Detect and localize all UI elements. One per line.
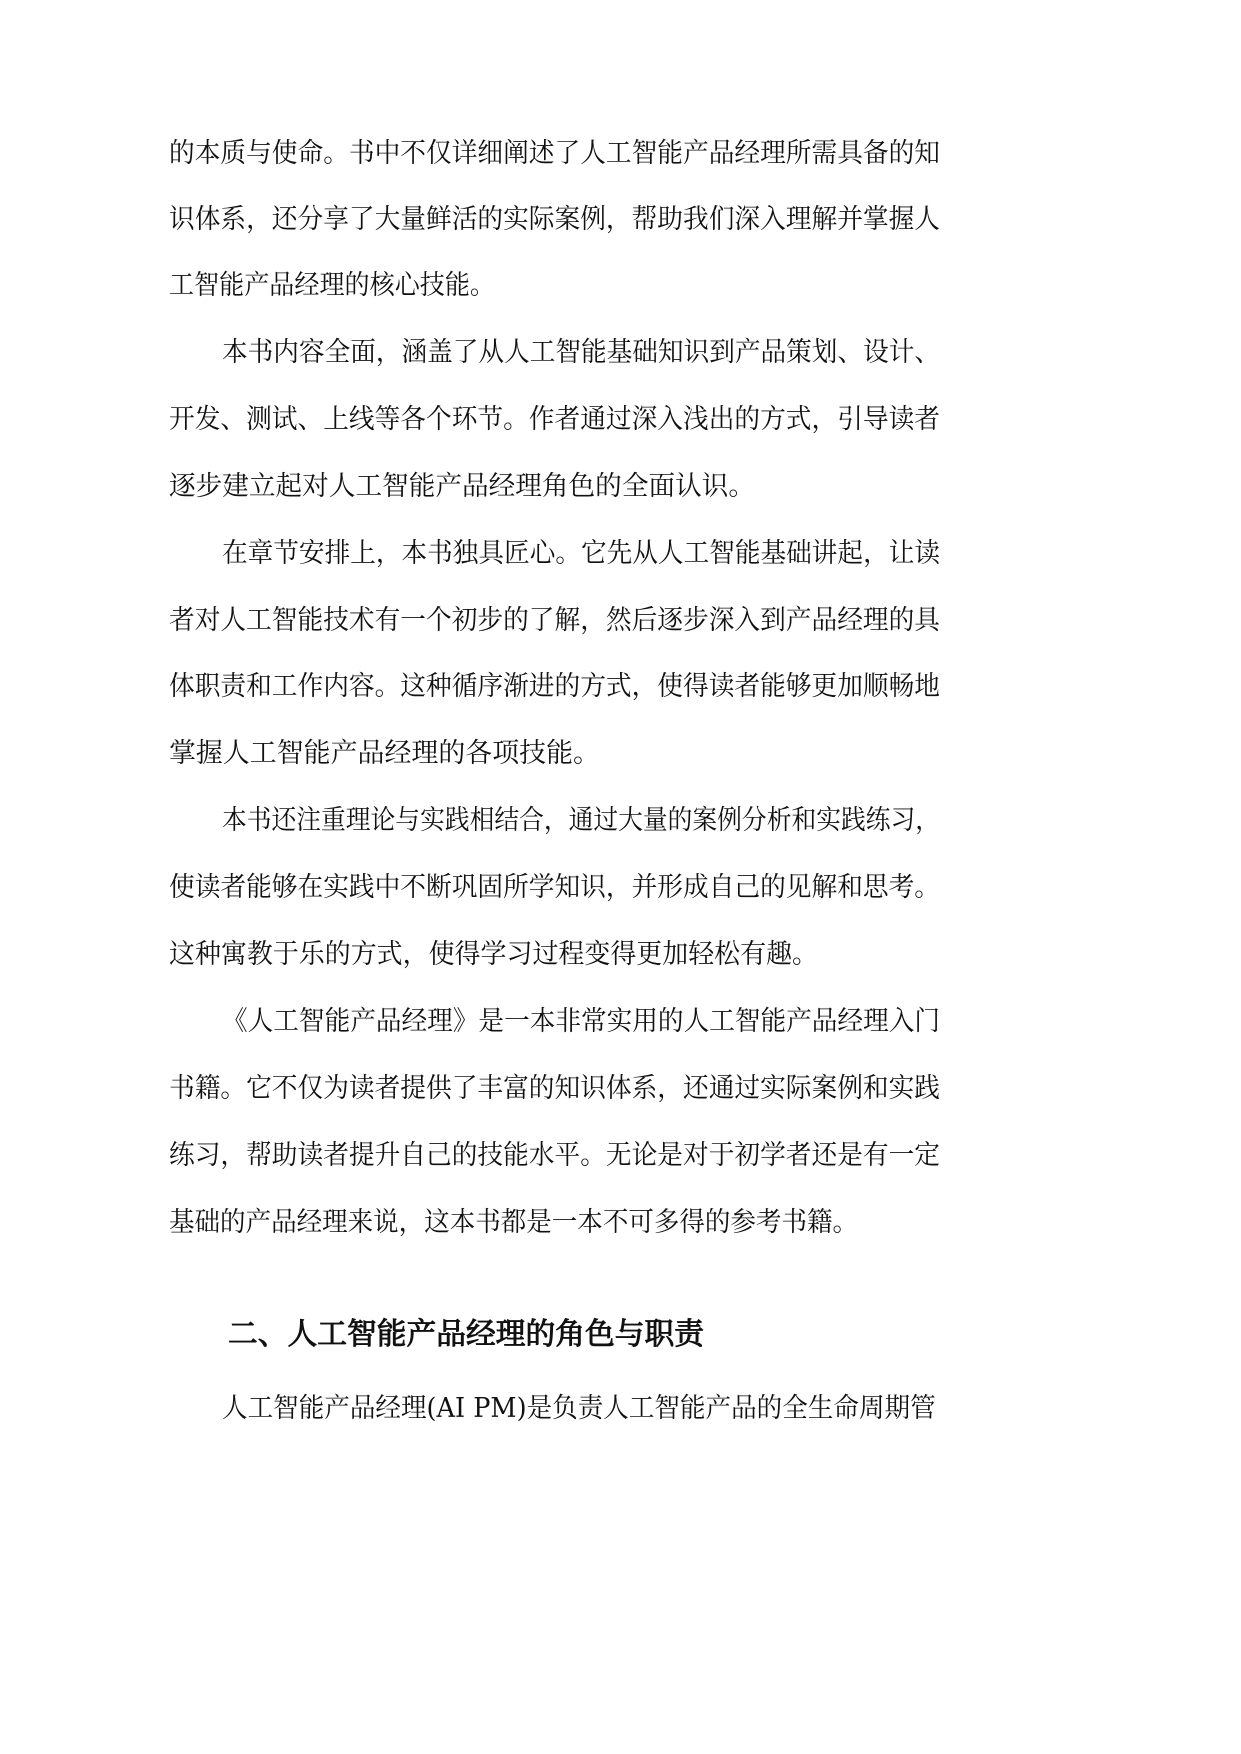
text: 书籍。它不仅为读者提供了丰富的知识体系，还通过实际案例和实践: [169, 1073, 940, 1104]
paragraph-4-line-2: [0, 868, 1241, 908]
paragraph-2-line-1: [0, 333, 1241, 373]
section-heading-text: 二、人工智能产品经理的角色与职责: [228, 1317, 704, 1352]
paragraph-5-line-2: [0, 1069, 1241, 1109]
text: 识体系，还分享了大量鲜活的实际案例，帮助我们深入理解并掌握人: [169, 204, 940, 235]
text: 《人工智能产品经理》是一本非常实用的人工智能产品经理入门: [222, 1006, 940, 1037]
paragraph-5-line-1: [0, 1002, 1241, 1042]
text: 工智能产品经理的核心技能。: [169, 270, 495, 301]
text: 开发、测试、上线等各个环节。作者通过深入浅出的方式，引导读者: [169, 404, 940, 435]
paragraph-3-line-4: [0, 734, 1241, 774]
paragraph-5-line-4: [0, 1203, 1241, 1243]
text: 本书还注重理论与实践相结合，通过大量的案例分析和实践练习，: [222, 805, 940, 836]
paragraph-5-line-3: [0, 1136, 1241, 1176]
paragraph-1-line-3: [0, 266, 1241, 306]
section-paragraph-line-1: [0, 1389, 1241, 1429]
text: 掌握人工智能产品经理的各项技能。: [169, 738, 600, 769]
section-heading: [0, 1313, 1241, 1357]
paragraph-1-line-2: [0, 200, 1241, 240]
text: 使读者能够在实践中不断巩固所学知识，并形成自己的见解和思考。: [169, 872, 940, 903]
text: 练习，帮助读者提升自己的技能水平。无论是对于初学者还是有一定: [169, 1140, 940, 1171]
text: 本书内容全面，涵盖了从人工智能基础知识到产品策划、设计、: [222, 337, 940, 368]
paragraph-3-line-1: [0, 534, 1241, 574]
paragraph-3-line-3: [0, 667, 1241, 707]
text: 的本质与使命。书中不仅详细阐述了人工智能产品经理所需具备的知: [169, 138, 940, 169]
text: 在章节安排上，本书独具匠心。它先从人工智能基础讲起，让读: [222, 538, 940, 569]
paragraph-2-line-3: [0, 467, 1241, 507]
text: 体职责和工作内容。这种循序渐进的方式，使得读者能够更加顺畅地: [169, 671, 940, 702]
paragraph-4-line-1: [0, 801, 1241, 841]
text: 者对人工智能技术有一个初步的了解，然后逐步深入到产品经理的具: [169, 605, 940, 636]
text: 这种寓教于乐的方式，使得学习过程变得更加轻松有趣。: [169, 939, 818, 970]
paragraph-1-line-1: [0, 134, 1241, 174]
paragraph-4-line-3: [0, 935, 1241, 975]
text: 基础的产品经理来说，这本书都是一本不可多得的参考书籍。: [169, 1207, 858, 1238]
text: 逐步建立起对人工智能产品经理角色的全面认识。: [169, 471, 755, 502]
paragraph-2-line-2: [0, 400, 1241, 440]
text: 人工智能产品经理(AI PM)是负责人工智能产品的全生命周期管: [222, 1393, 936, 1424]
paragraph-3-line-2: [0, 601, 1241, 641]
